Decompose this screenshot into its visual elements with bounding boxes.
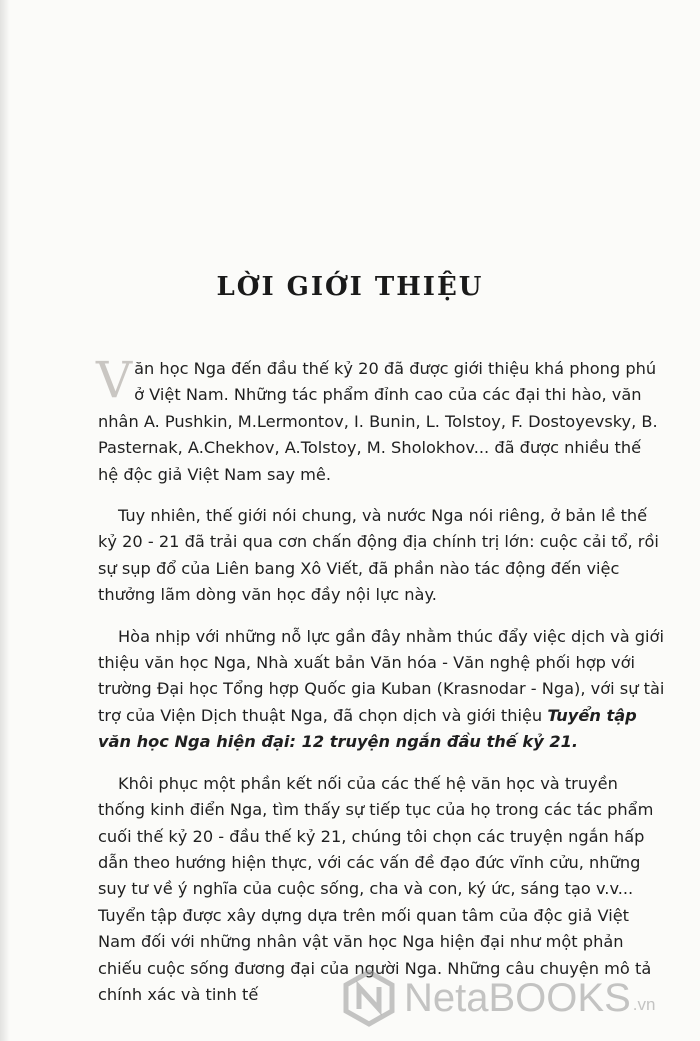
paragraph-3-text: Hòa nhịp với những nỗ lực gần đây nhằm thúc đẩy việc dịch và giới thiệu văn học Nga, Nhà xuất bản Văn hóa - Văn nghệ phối hợp với trường Đại học Tổng hợp Quốc gia Kuban (Krasnodar - Nga), với sự tài trợ của Viện Dịch thuật Nga, đã chọn dịch và giới thiệu [98, 626, 665, 725]
paragraph-1-text: ăn học Nga đến đầu thế kỷ 20 đã được giới thiệu khá phong phú ở Việt Nam. Những tác phẩm đỉnh cao của các đại thi hào, văn nhân A. Pushkin, M.Lermontov, I. Bunin, L. Tolstoy, F. Dostoyevsky, B. Pasternak, A.Chekhov, A.Tolstoy, M. Sholokhov... đã được nhiều thế hệ độc giả Việt Nam say mê. [98, 359, 658, 484]
netabooks-logo-icon [340, 969, 398, 1027]
watermark-tld: .vn [632, 995, 656, 1014]
body-text [96, 351, 666, 1023]
paragraph-4: Khôi phục một phần kết nối của các thế hệ văn học và truyền thống kinh điển Nga, tìm thấy sự tiếp tục của họ trong các tác phẩm cuối thế kỷ 20 - đầu thế kỷ 21, chúng tôi chọn các truyện ngắn hấp dẫn theo hướng hiện thực, với các vấn đề đạo đức vĩnh cửu, những suy tư về ý nghĩa của cuộc sống, cha và con, ký ức, sáng tạo v.v... Tuyển tập được xây dựng dựa trên mối quan tâm của độc giả Việt Nam đối với những nhân vật văn học Nga hiện đại như một phản chiếu cuộc sống đương đại của người Nga. Những câu chuyện mô tả chính xác và tinh tế [98, 773, 654, 1004]
page-edge-shadow [0, 0, 10, 1041]
netabooks-watermark [340, 970, 655, 1026]
watermark-name: NetaBOOKS [404, 975, 631, 1020]
paragraph-2: Tuy nhiên, thế giới nói chung, và nước Nga nói riêng, ở bản lề thế kỷ 20 - 21 đã trải qua cơn chấn động địa chính trị lớn: cuộc cải tổ, rồi sự sụp đổ của Liên bang Xô Viết, đã phần nào tác động đến việc thưởng lãm dòng văn học đầy nội lực này. [98, 506, 659, 605]
page-title: LỜI GIỚI THIỆU [216, 272, 484, 302]
paragraph-3 [98, 624, 666, 756]
anthology-title: Tuyển tập văn học Nga hiện đại: 12 truyện ngắn đầu thế kỷ 21. [98, 705, 637, 752]
drop-cap: V [96, 351, 133, 409]
paragraph-1 [96, 351, 666, 488]
